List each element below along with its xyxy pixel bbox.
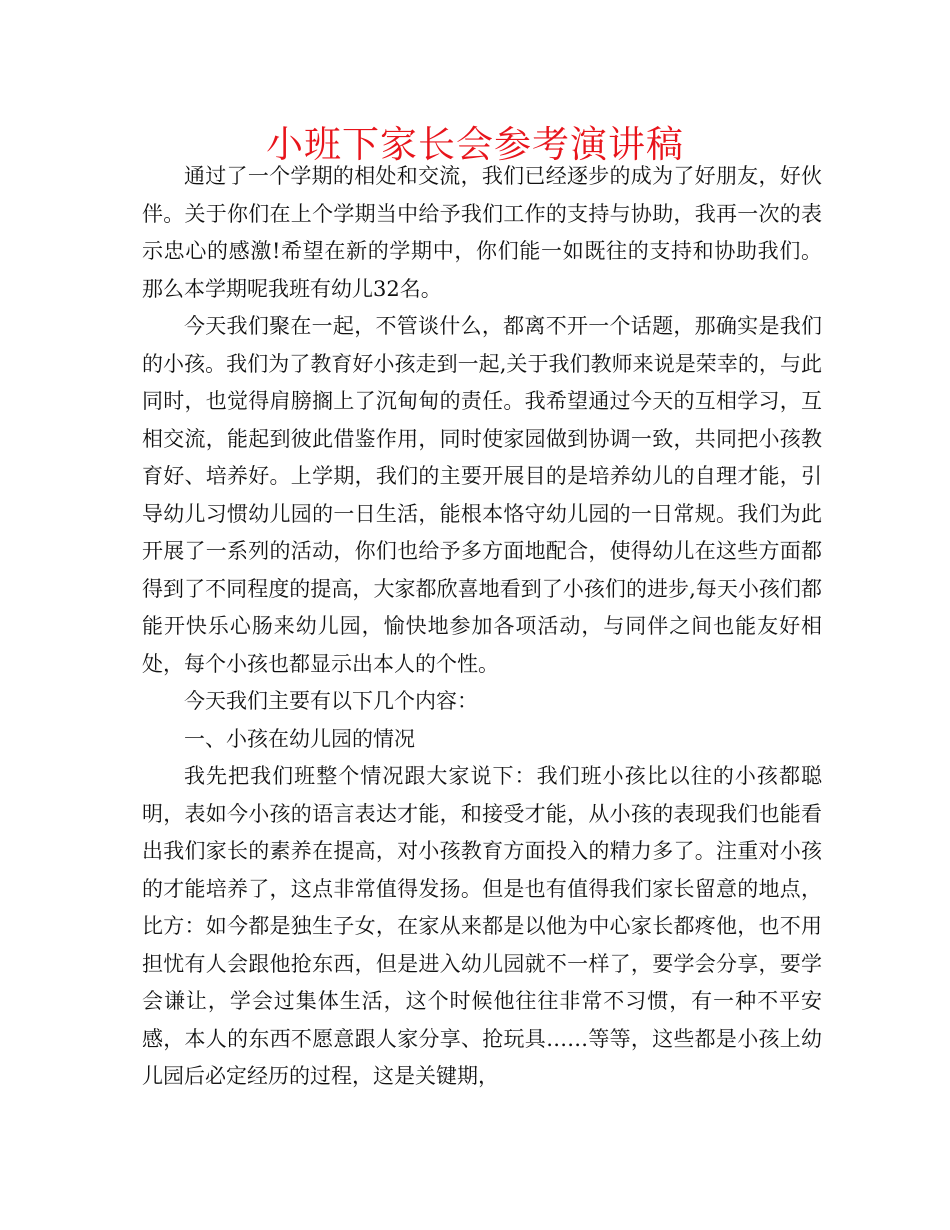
- document-body: [142, 158, 822, 1096]
- paragraph-main: 今天我们聚在一起，不管谈什么，都离不开一个话题，那确实是我们的小孩。我们为了教育好小孩走到一起,关于我们教师来说是荣幸的，与此同时，也觉得肩膀搁上了沉甸甸的责任。我希望通过今天的互相学习，互相交流，能起到彼此借鉴作用，同时使家园做到协调一致，共同把小孩教育好、培养好。上学期，我们的主要开展目的是培养幼儿的自理才能，引导幼儿习惯幼儿园的一日生活，能根本恪守幼儿园的一日常规。我们为此开展了一系列的活动，你们也给予多方面地配合，使得幼儿在这些方面都得到了不同程度的提高，大家都欣喜地看到了小孩们的进步,每天小孩们都能开快乐心肠来幼儿园，愉快地参加各项活动，与同伴之间也能友好相处，每个小孩也都显示出本人的个性。: [142, 314, 822, 676]
- paragraph-class-situation: 我先把我们班整个情况跟大家说下：我们班小孩比以往的小孩都聪明，表如今小孩的语言表达才能，和接受才能，从小孩的表现我们也能看出我们家长的素养在提高，对小孩教育方面投入的精力多了。注重对小孩的才能培养了，这点非常值得发扬。但是也有值得我们家长留意的地点，比方：如今都是独生子女，在家从来都是以他为中心家长都疼他，也不用担忧有人会跟他抢东西，但是进入幼儿园就不一样了，要学会分享，要学会谦让，学会过集体生活，这个时候他往往非常不习惯，有一种不平安感，本人的东西不愿意跟人家分享、抢玩具……等等，这些都是小孩上幼儿园后必定经历的过程，这是关键期，: [142, 764, 822, 1088]
- paragraph-contents-lead: 今天我们主要有以下几个内容：: [184, 689, 478, 713]
- section-heading-1: 一、小孩在幼儿园的情况: [184, 726, 415, 751]
- document-title: 小班下家长会参考演讲稿: [266, 123, 684, 166]
- paragraph-intro: 通过了一个学期的相处和交流，我们已经逐步的成为了好朋友，好伙伴。关于你们在上个学期当中给予我们工作的支持与协助，我再一次的表示忠心的感激!希望在新的学期中，你们能一如既往的支持和协助我们。那么本学期呢我班有幼儿32名。: [142, 164, 822, 301]
